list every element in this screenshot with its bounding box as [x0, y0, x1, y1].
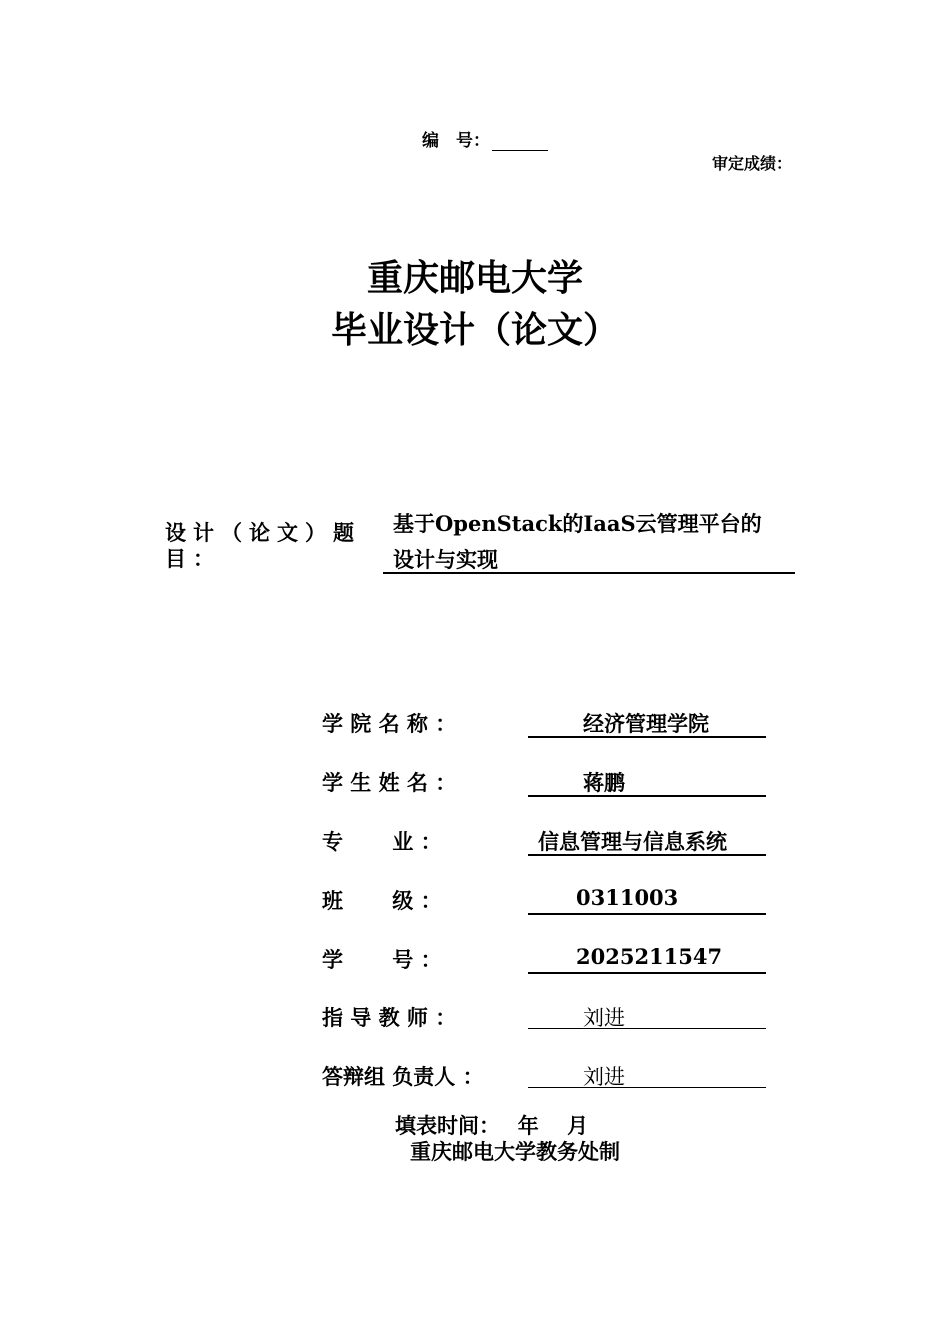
class-label: 班 级 ：	[322, 888, 442, 913]
student-name-field	[528, 767, 766, 797]
topic-value-line1: 基于OpenStack的IaaS云管理平台的	[393, 511, 762, 536]
college-field	[528, 708, 766, 738]
thesis-type-title: 毕业设计（论文）	[330, 309, 619, 351]
student-id-value: 2025211547	[576, 944, 723, 969]
defense-head-label: 答辩组 负责人 ：	[322, 1064, 484, 1089]
fill-time: 填表时间： 年 月	[395, 1113, 589, 1138]
topic-value-line2: 设计与实现	[393, 547, 498, 572]
grade-label: 审定成绩：	[712, 154, 793, 173]
major-label: 专 业 ：	[322, 829, 442, 854]
serial-number-label: 编 号：	[422, 131, 490, 151]
defense-head-field	[528, 1059, 766, 1088]
advisor-field	[528, 1000, 766, 1029]
student-id-field	[528, 944, 766, 974]
topic-value-field	[383, 506, 795, 574]
student-id-label: 学 号 ：	[322, 947, 442, 972]
issuer: 重庆邮电大学教务处制	[410, 1139, 620, 1164]
major-field	[528, 826, 766, 856]
student-name-value: 蒋鹏	[583, 770, 625, 795]
class-field	[528, 885, 766, 915]
advisor-value: 刘进	[583, 1006, 625, 1030]
class-value: 0311003	[576, 885, 679, 910]
topic-label: 设计（论文）题目：	[165, 520, 361, 571]
defense-head-value: 刘进	[583, 1065, 625, 1089]
college-label: 学 院 名 称 ：	[322, 711, 457, 736]
advisor-label: 指 导 教 师 ：	[322, 1005, 457, 1030]
college-value: 经济管理学院	[583, 711, 709, 736]
student-name-label: 学 生 姓 名 ：	[322, 770, 457, 795]
serial-number-field	[422, 126, 548, 151]
university-title: 重庆邮电大学	[366, 257, 583, 299]
serial-number-blank	[492, 134, 548, 151]
major-value: 信息管理与信息系统	[538, 829, 727, 854]
